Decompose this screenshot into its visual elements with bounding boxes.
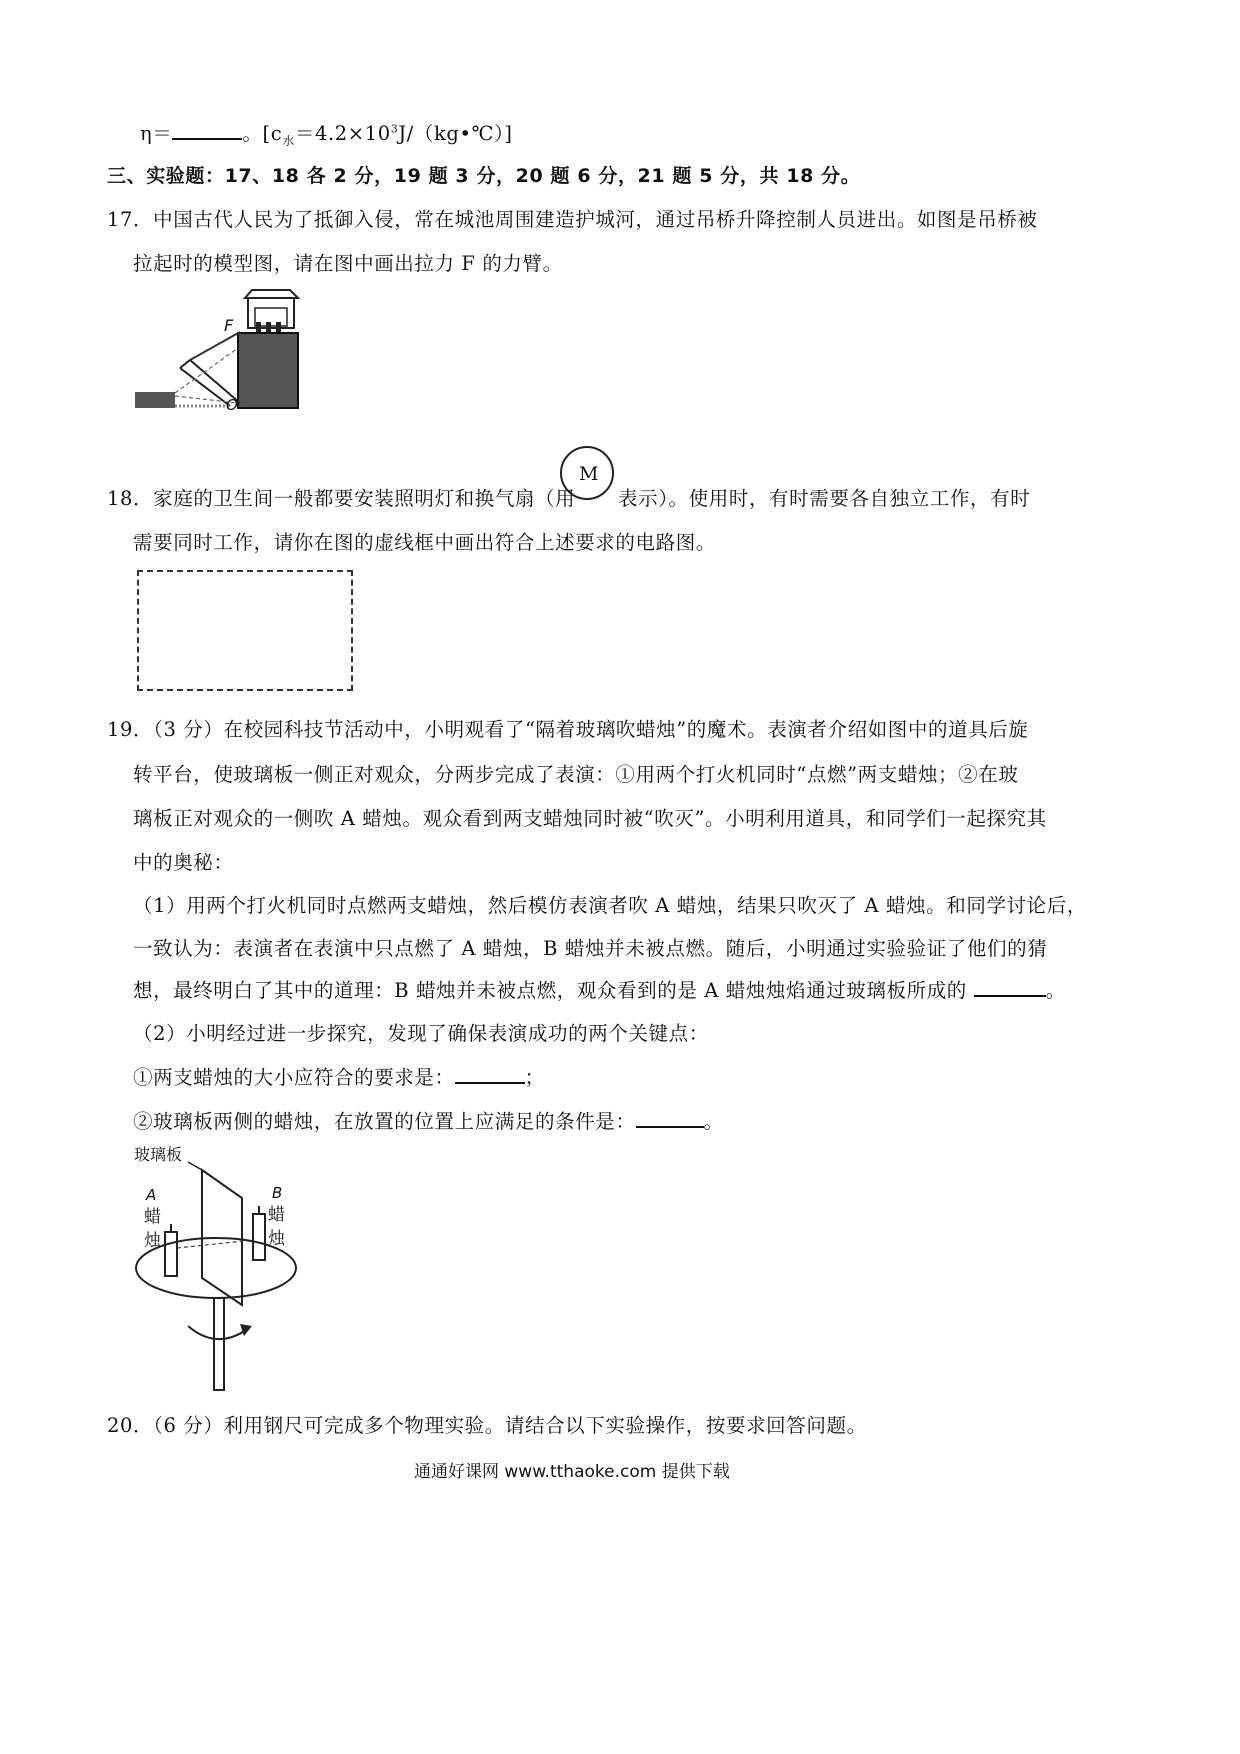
q17-line-2: 拉起时的模型图，请在图中画出拉力 F 的力臂。 — [133, 252, 563, 275]
formula-line — [140, 118, 513, 149]
punctuation: 。 — [1045, 979, 1066, 1002]
q19-line-5: （1）用两个打火机同时点燃两支蜡烛，然后模仿表演者吹 A 蜡烛，结果只吹灭了 A 蜡烛。和同学讨论后， — [133, 894, 1087, 917]
formula-text: ＝4.2×10 — [294, 122, 391, 145]
q18-line-1a: 18．家庭的卫生间一般都要安装照明灯和换气扇（用 — [107, 487, 576, 510]
candle-a-char-1: 蜡 — [144, 1207, 161, 1227]
q18-line-2: 需要同时工作，请你在图的虚线框中画出符合上述要求的电路图。 — [133, 531, 716, 554]
pivot-label: O — [226, 396, 238, 414]
drawbridge-figure — [130, 288, 310, 418]
candle-a-char-2: 烛 — [144, 1231, 161, 1251]
formula-subscript: 水 — [282, 133, 295, 148]
force-label: F — [224, 316, 234, 335]
punctuation: 。 — [703, 1110, 724, 1133]
q19-line-2: 转平台，使玻璃板一侧正对观众，分两步完成了表演：①用两个打火机同时“点燃”两支蜡烛；②在玻 — [133, 763, 1019, 786]
candle-b-char-2: 烛 — [268, 1229, 285, 1249]
q19-line-9 — [133, 1062, 545, 1090]
motor-label: M — [579, 463, 599, 485]
q19-line-10-text: ②玻璃板两侧的蜡烛，在放置的位置上应满足的条件是： — [133, 1110, 636, 1133]
punctuation: ； — [524, 1066, 545, 1089]
q19-line-7-text: 想，最终明白了其中的道理：B 蜡烛并未被点燃，观众看到的是 A 蜡烛烛焰通过玻璃板所成的 — [133, 979, 967, 1002]
answer-blank — [636, 1108, 704, 1128]
candle-a-label: A — [146, 1186, 157, 1204]
formula-superscript: 3 — [390, 122, 399, 136]
q18-line-1b: 表示）。使用时，有时需要各自独立工作，有时 — [618, 487, 1031, 510]
candle-b-label: B — [272, 1184, 283, 1202]
q17-line-1: 17．中国古代人民为了抵御入侵，常在城池周围建造护城河，通过吊桥升降控制人员进出。如图是吊桥被 — [107, 208, 1038, 231]
q19-line-8: （2）小明经过进一步探究，发现了确保表演成功的两个关键点： — [133, 1022, 709, 1045]
answer-blank — [172, 120, 242, 140]
page-footer: 通通好课网 www.tthaoke.com 提供下载 — [414, 1462, 730, 1482]
q19-line-4: 中的奥秘： — [133, 851, 234, 874]
q19-line-10 — [133, 1106, 724, 1134]
candle-glass-figure — [128, 1140, 308, 1398]
q19-line-3: 璃板正对观众的一侧吹 A 蜡烛。观众看到两支蜡烛同时被“吹灭”。小明利用道具，和同学们一起探究其 — [133, 807, 1047, 830]
q19-line-6: 一致认为：表演者在表演中只点燃了 A 蜡烛，B 蜡烛并未被点燃。随后，小明通过实验验证了他们的猜 — [133, 937, 1048, 960]
section-title: 三、实验题：17、18 各 2 分，19 题 3 分，20 题 6 分，21 题 5 分，共 18 分。 — [107, 165, 861, 187]
q19-line-1: 19．（3 分）在校园科技节活动中，小明观看了“隔着玻璃吹蜡烛”的魔术。表演者介绍如图中的道具后旋 — [107, 718, 1029, 741]
formula-unit: J/（kg•℃）] — [398, 122, 513, 145]
q19-line-7 — [133, 975, 1066, 1003]
glass-label: 玻璃板 — [134, 1145, 183, 1164]
formula-text: 。[c — [242, 122, 283, 145]
answer-blank — [974, 977, 1046, 997]
q19-line-9-text: ①两支蜡烛的大小应符合的要求是： — [133, 1066, 455, 1089]
q20-line-1: 20．（6 分）利用钢尺可完成多个物理实验。请结合以下实验操作，按要求回答问题。 — [107, 1414, 867, 1437]
circuit-answer-box[interactable] — [137, 570, 353, 691]
candle-b-char-1: 蜡 — [268, 1205, 285, 1225]
eta-symbol: η＝ — [140, 122, 173, 145]
motor-symbol-icon — [555, 443, 620, 505]
answer-blank — [455, 1064, 525, 1084]
